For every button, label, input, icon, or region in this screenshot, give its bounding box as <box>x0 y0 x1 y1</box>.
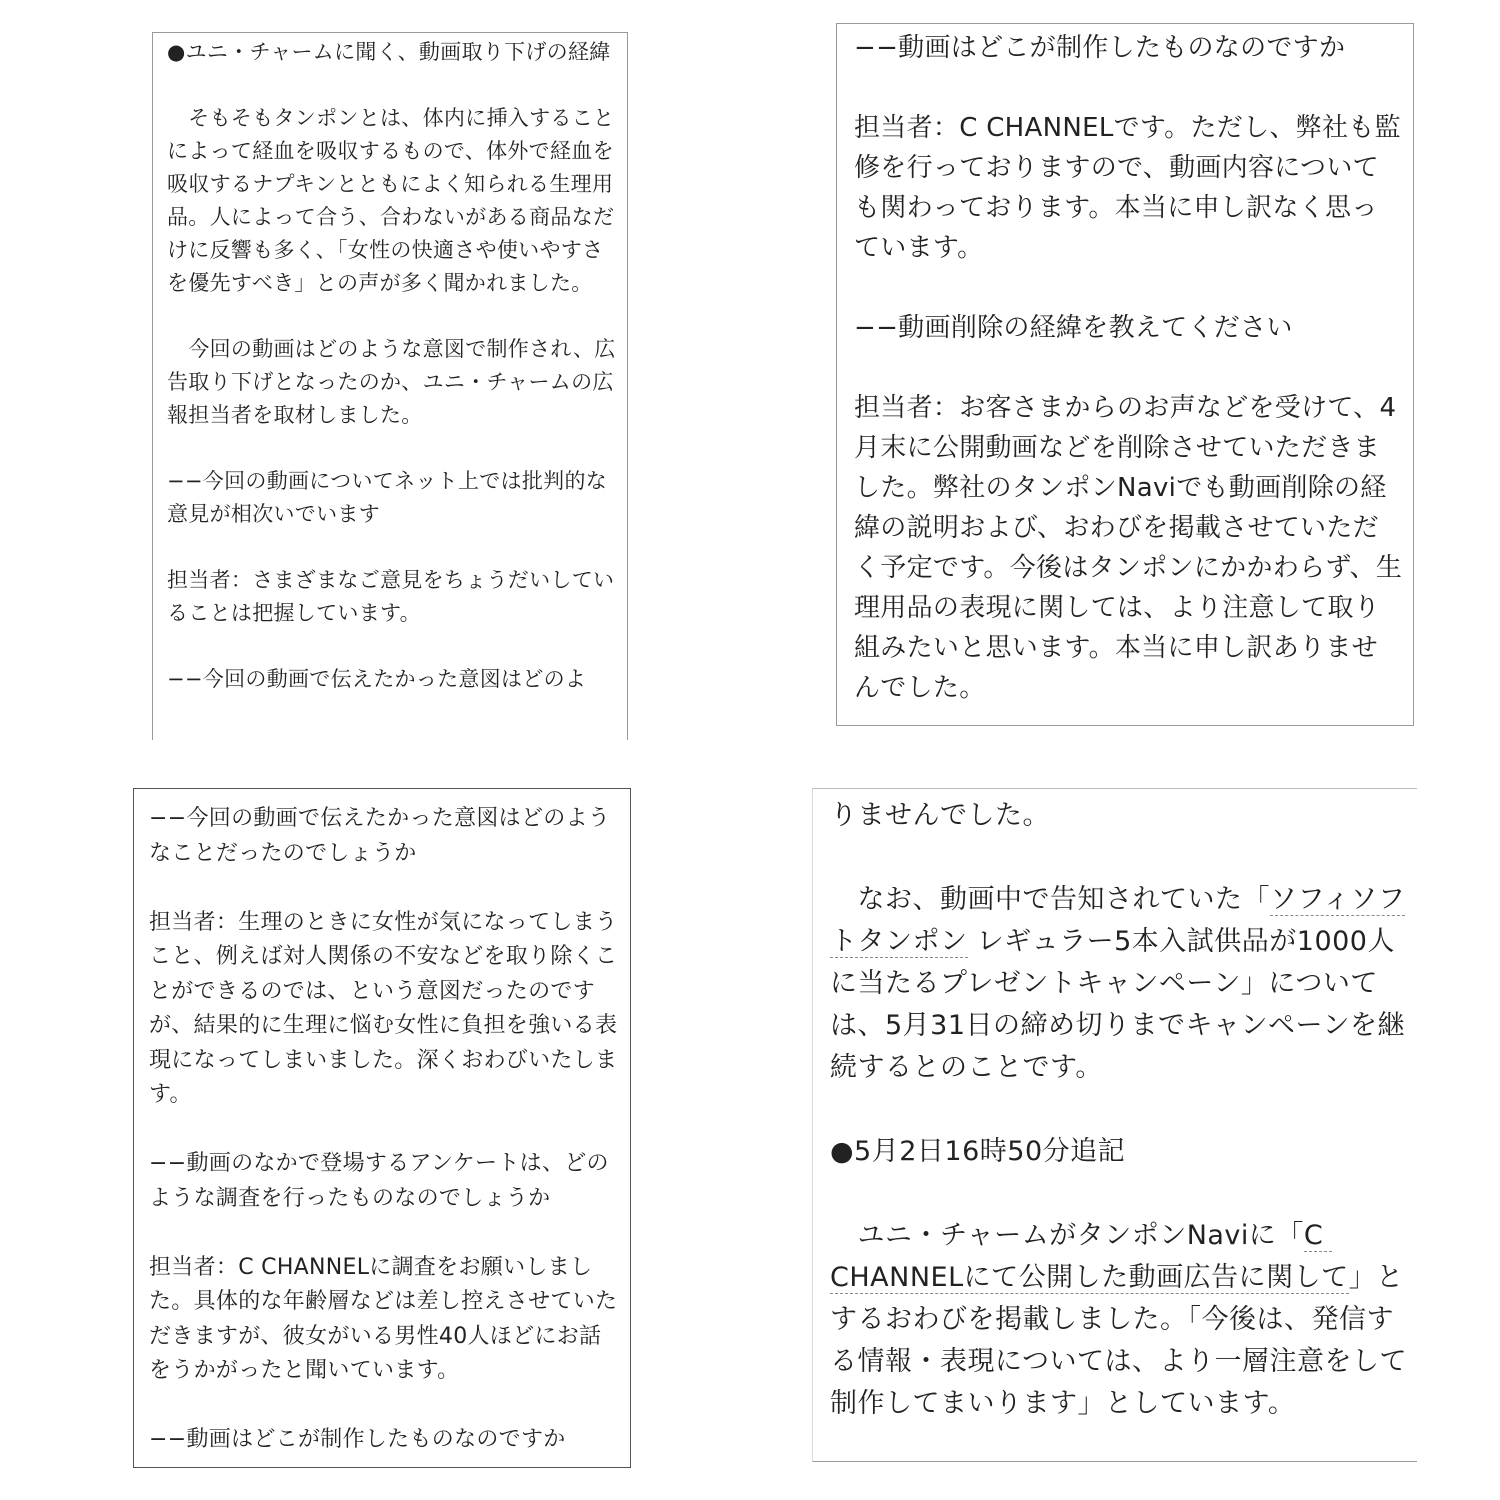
paragraph <box>830 1215 1407 1425</box>
spacer <box>149 1389 620 1424</box>
interview-answer: 担当者：さまざまなご意見をちょうだいしていることは把握しています。 <box>167 568 615 625</box>
paragraph: 今回の動画はどのような意図で制作され、広告取り下げとなったのか、ユニ・チャームの広報担当者を取材しました。 <box>167 337 616 427</box>
article-panel-bottom-left <box>133 788 631 1468</box>
spacer <box>830 1089 1407 1131</box>
interview-question-cut: −−今回の動画で伝えたかった意図はどのよ <box>167 667 587 691</box>
spacer <box>854 268 1403 308</box>
spacer <box>167 630 617 663</box>
paragraph-text: ユニ・チャームがタンポンNaviに「 <box>830 1220 1304 1251</box>
interview-question: −−動画削除の経緯を教えてください <box>854 313 1293 343</box>
spacer <box>830 1173 1407 1215</box>
paragraph-continuation: りませんでした。 <box>830 800 1050 831</box>
interview-question: −−今回の動画についてネット上では批判的な意見が相次いでいます <box>167 469 608 526</box>
spacer <box>149 1113 620 1148</box>
spacer <box>854 68 1403 108</box>
interview-answer: 担当者：生理のときに女性が気になってしまうこと、例えば対人関係の不安などを取り除くことができるのでは、という意図だったのですが、結果的に生理に悩む女性に負担を強いる表現になってしまいました。深くおわびいたします。 <box>149 909 618 1107</box>
article-panel-top-right <box>836 23 1414 726</box>
spacer <box>149 1216 620 1251</box>
interview-answer: 担当者：お客さまからのお声などを受けて、4月末に公開動画などを削除させていただきました。弊社のタンポンNaviでも動画削除の経緯の説明および、おわびを掲載させていただく予定です。今後はタンポンにかかわらず、生理用品の表現に関しては、より注意して取り組みたいと思います。本当に申し訳ありませんでした。 <box>854 393 1403 703</box>
spacer <box>167 300 617 333</box>
interview-question: −−動画はどこが制作したものなのですか <box>854 33 1346 63</box>
paragraph-text: なお、動画中で告知されていた「 <box>830 884 1270 915</box>
spacer <box>167 69 617 102</box>
interview-answer: 担当者：C CHANNELに調査をお願いしました。具体的な年齢層などは差し控えさせていただきますが、彼女がいる男性40人ほどにお話をうかがったと聞いています。 <box>149 1254 618 1383</box>
spacer <box>167 531 617 564</box>
paragraph <box>830 879 1407 1089</box>
section-heading: ●5月2日16時50分追記 <box>830 1136 1126 1167</box>
paragraph-text: レギュラー5本入試供品が1000人に当たるプレゼントキャンペーン」については、5月31日の締め切りまでキャンペーンを継続するとのことです。 <box>830 926 1405 1083</box>
paragraph: そもそもタンポンとは、体内に挿入することによって経血を吸収するもので、体外で経血を吸収するナプキンとともによく知られる生理用品。人によって合う、合わないがある商品なだけに反響も多く、「女性の快適さや使いやすさを優先すべき」との声が多く聞かれました。 <box>167 106 615 295</box>
interview-question: −−今回の動画で伝えたかった意図はどのようなことだったのでしょうか <box>149 806 611 866</box>
product-link[interactable]: ソフィソフトタンポン <box>830 884 1406 957</box>
spacer <box>854 348 1403 388</box>
article-panel-top-left <box>152 32 628 740</box>
spacer <box>830 837 1407 879</box>
interview-question: −−動画のなかで登場するアンケートは、どのような調査を行ったものなのでしょうか <box>149 1151 609 1211</box>
spacer <box>167 432 617 465</box>
paragraph-text: 」とするおわびを掲載しました。「今後は、発信する情報・表現については、より一層注意をして制作してまいります」としています。 <box>830 1262 1407 1419</box>
section-heading: ●ユニ・チャームに聞く、動画取り下げの経緯 <box>167 40 611 64</box>
apology-link[interactable]: C CHANNELにて公開した動画広告に関して <box>830 1220 1349 1293</box>
interview-answer: 担当者：C CHANNELです。ただし、弊社も監修を行っておりますので、動画内容についても関わっております。本当に申し訳なく思っています。 <box>854 113 1401 263</box>
interview-question: −−動画はどこが制作したものなのですか <box>149 1427 566 1452</box>
article-panel-bottom-right <box>812 788 1417 1462</box>
spacer <box>149 871 620 906</box>
